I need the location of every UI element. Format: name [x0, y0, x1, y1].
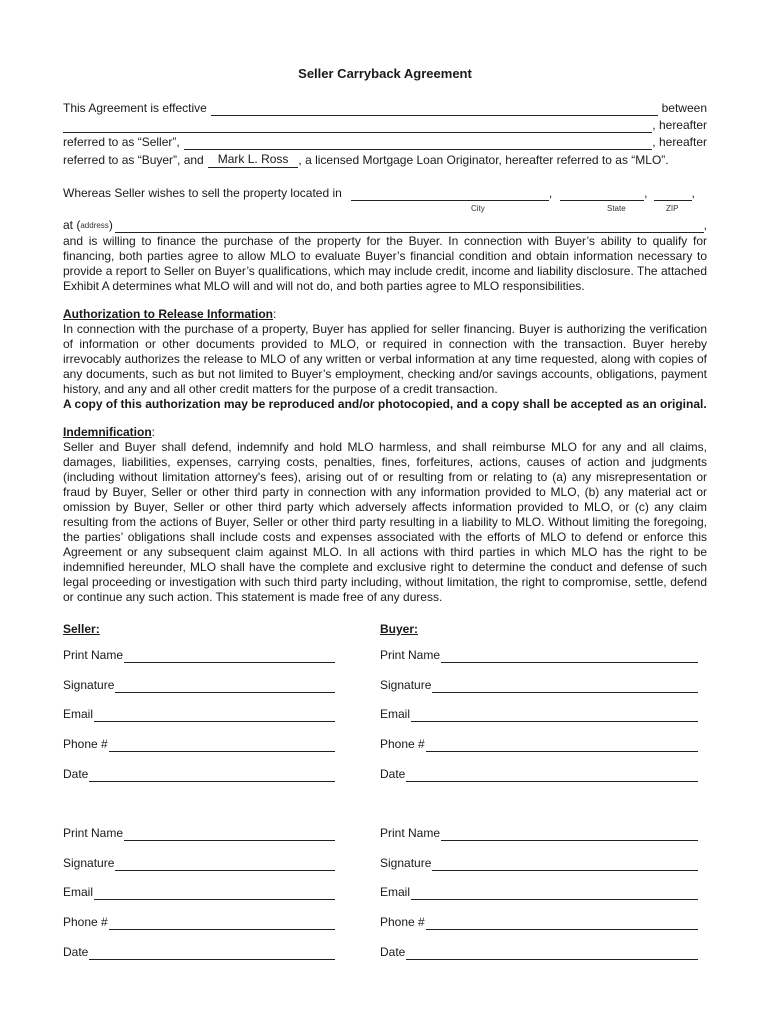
seller-signature-field-1[interactable]	[115, 680, 335, 693]
zip-field[interactable]	[654, 188, 692, 201]
address-field[interactable]	[115, 220, 704, 233]
buyer-email-row-1	[380, 707, 698, 722]
buyer-date-row-1	[380, 767, 698, 782]
indemnification-body: Seller and Buyer shall defend, indemnify and hold MLO harmless, and shall reimburse MLO for any and all claims, damages, liabilities, expenses, carrying costs, penalties, fines, forfeitures, actions, causes of action and judgments (including without limitation attorney's fees), arising out of or resulting from or relating to (a) any misrepresentation or fraud by Buyer, Seller or other third party in connection with any information provided to MLO, (b) any material act or omission by Buyer, Seller or other third party which adversely affects information provided to MLO, or (c) any claim resulting from the actions of Buyer, Seller or other third party resulting in a liability to MLO. Without limiting the foregoing, the parties’ obligations shall include costs and expenses associated with the efforts of MLO to defend or enforce this Agreement or any subsequent claim against MLO. In all actions with third parties in which MLO has the right to be indemnified hereunder, MLO shall have the complete and exclusive right to determine the conduct and defense of such legal proceeding or investigation with such third party including, without limitation, the right to compromise, settle, defend or continue any such action. This statement is made free of any duress.	[63, 440, 707, 604]
indemnification-colon: :	[151, 425, 156, 439]
authorization-heading: Authorization to Release Information	[63, 307, 274, 321]
seller-date-field-1[interactable]	[89, 769, 335, 782]
buyer-print-name-field-2[interactable]	[441, 828, 698, 841]
city-field[interactable]	[351, 188, 549, 201]
address-line	[63, 218, 707, 233]
at-label: at (	[63, 218, 81, 232]
seller-name-field[interactable]	[63, 120, 652, 133]
seller-signature-row-1	[63, 678, 335, 693]
buyer-date-field-2[interactable]	[406, 947, 698, 960]
whereas-label: Whereas Seller wishes to sell the property located in	[63, 186, 342, 200]
print-name-label: Print Name	[380, 648, 441, 662]
seller-phone-field-2[interactable]	[109, 917, 335, 930]
seller-email-row-2	[63, 885, 335, 900]
phone-label: Phone #	[380, 915, 425, 929]
email-label: Email	[380, 707, 411, 721]
authorization-colon: :	[273, 307, 277, 321]
date-label: Date	[63, 945, 89, 959]
comma-1: ,	[548, 186, 553, 200]
intro-line-1	[63, 101, 707, 116]
signature-label: Signature	[63, 856, 115, 870]
buyer-date-row-2	[380, 945, 698, 960]
at-close: )	[108, 218, 113, 232]
seller-email-field-1[interactable]	[94, 709, 335, 722]
state-caption: State	[607, 204, 626, 213]
seller-heading: Seller:	[63, 622, 100, 636]
seller-phone-row-2	[63, 915, 335, 930]
buyer-signature-field-1[interactable]	[432, 680, 698, 693]
buyer-signature-row-2	[380, 856, 698, 871]
buyer-date-field-1[interactable]	[406, 769, 698, 782]
authorization-copy-statement: A copy of this authorization may be reproduced and/or photocopied, and a copy shall be accepted as an original.	[63, 397, 707, 411]
date-label: Date	[63, 767, 89, 781]
buyer-heading: Buyer:	[380, 622, 419, 636]
seller-date-row-2	[63, 945, 335, 960]
seller-reference-label: referred to as “Seller”,	[63, 135, 180, 149]
date-label: Date	[380, 767, 406, 781]
email-label: Email	[63, 707, 94, 721]
seller-email-field-2[interactable]	[94, 887, 335, 900]
print-name-label: Print Name	[63, 648, 124, 662]
authorization-section	[63, 307, 707, 412]
state-field[interactable]	[560, 188, 644, 201]
buyer-email-row-2	[380, 885, 698, 900]
effective-date-field[interactable]	[211, 103, 658, 116]
property-line	[63, 186, 707, 201]
seller-print-name-row-1	[63, 648, 335, 663]
seller-print-name-field-2[interactable]	[124, 828, 335, 841]
effective-label: This Agreement is effective	[63, 101, 207, 115]
indemnification-section	[63, 425, 707, 605]
signature-label: Signature	[380, 856, 432, 870]
intro-line-3	[63, 135, 707, 150]
buyer-phone-row-1	[380, 737, 698, 752]
address-comma: ,	[703, 218, 707, 232]
seller-email-row-1	[63, 707, 335, 722]
buyer-signature-field-2[interactable]	[432, 858, 698, 871]
document-title: Seller Carryback Agreement	[298, 66, 472, 81]
intro-line-2	[63, 118, 707, 133]
intro-line-4	[63, 152, 707, 168]
mlo-description: , a licensed Mortgage Loan Originator, hereafter referred to as “MLO”.	[298, 153, 669, 167]
hereafter-label-1: , hereafter	[652, 118, 707, 132]
phone-label: Phone #	[380, 737, 425, 751]
buyer-email-field-2[interactable]	[411, 887, 698, 900]
seller-phone-row-1	[63, 737, 335, 752]
city-caption: City	[471, 204, 485, 213]
email-label: Email	[380, 885, 411, 899]
indemnification-heading: Indemnification	[63, 425, 152, 439]
buyer-phone-field-1[interactable]	[426, 739, 698, 752]
buyer-print-name-field-1[interactable]	[441, 650, 698, 663]
signature-label: Signature	[63, 678, 115, 692]
buyer-print-name-row-2	[380, 826, 698, 841]
seller-print-name-field-1[interactable]	[124, 650, 335, 663]
buyer-name-field[interactable]	[184, 137, 653, 150]
comma-2: ,	[644, 186, 648, 200]
date-label: Date	[380, 945, 406, 959]
comma-3: ,	[691, 186, 695, 200]
seller-signature-row-2	[63, 856, 335, 871]
phone-label: Phone #	[63, 915, 108, 929]
buyer-print-name-row-1	[380, 648, 698, 663]
seller-date-field-2[interactable]	[89, 947, 335, 960]
buyer-phone-row-2	[380, 915, 698, 930]
print-name-label: Print Name	[63, 826, 124, 840]
address-caption: address	[80, 221, 109, 230]
print-name-label: Print Name	[380, 826, 441, 840]
buyer-email-field-1[interactable]	[411, 709, 698, 722]
seller-signature-field-2[interactable]	[115, 858, 335, 871]
email-label: Email	[63, 885, 94, 899]
buyer-signature-row-1	[380, 678, 698, 693]
between-label: between	[661, 101, 707, 115]
authorization-body: In connection with the purchase of a property, Buyer has applied for seller financing. Buyer is authorizing the verification of information or other documents provided to MLO, or required in connection with the transaction. Buyer hereby irrevocably authorizes the release to MLO of any written or verbal information at any time requested, along with copies of any documents, such as but not limited to Buyer’s employment, checking and/or savings accounts, obligations, payment history, and any and all other credit matters for the purpose of a credit transaction.	[63, 322, 707, 396]
hereafter-label-2: , hereafter	[652, 135, 707, 149]
finance-paragraph: and is willing to finance the purchase of the property for the Buyer. In connection with Buyer’s ability to qualify for financing, both parties agree to allow MLO to evaluate Buyer’s financial condition and obtain information necessary to provide a report to Seller on Buyer’s qualifications, which may include credit, income and liability disclosure. The attached Exhibit A determines what MLO will and will not do, and both parties agree to MLO responsibilities.	[63, 234, 707, 293]
phone-label: Phone #	[63, 737, 108, 751]
seller-phone-field-1[interactable]	[109, 739, 335, 752]
seller-print-name-row-2	[63, 826, 335, 841]
signature-label: Signature	[380, 678, 432, 692]
mlo-name-field[interactable]: Mark L. Ross	[208, 152, 299, 168]
buyer-phone-field-2[interactable]	[426, 917, 698, 930]
zip-caption: ZIP	[666, 204, 679, 213]
buyer-reference-label: referred to as “Buyer”, and	[63, 153, 204, 167]
seller-date-row-1	[63, 767, 335, 782]
